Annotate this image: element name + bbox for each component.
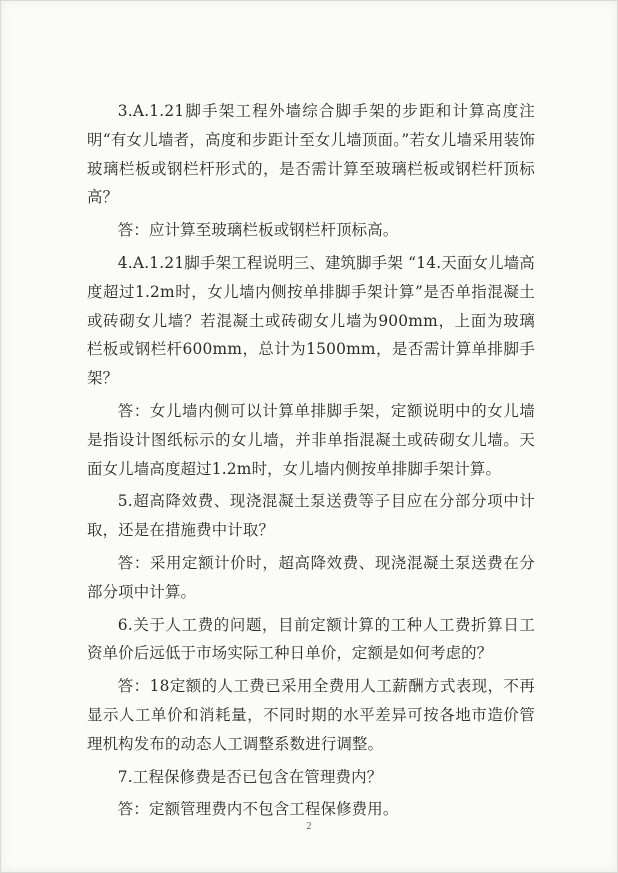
answer-7: 答：定额管理费内不包含工程保修费用。 [117, 800, 399, 819]
answer-4: 答：女儿墙内侧可以计算单排脚手架，定额说明中的女儿墙是指设计图纸标示的女儿墙，并非单指混凝土或砖砌女儿墙。天面女儿墙高度超过1.2m时，女儿墙内侧按单排脚手架计算。 [87, 401, 535, 478]
question-6: 6.关于人工费的问题，目前定额计算的工种人工费折算日工资单价后远低于市场实际工种日单价，定额是如何考虑的？ [87, 615, 535, 663]
answer-6: 答：18定额的人工费已采用全费用人工薪酬方式表现，不再显示人工单价和消耗量，不同时期的水平差异可按各地市造价管理机构发布的动态人工调整系数进行调整。 [87, 677, 535, 753]
document-body [87, 97, 535, 828]
question-4: 4.A.1.21脚手架工程说明三、建筑脚手架 “14.天面女儿墙高度超过1.2m时，女儿墙内侧按单排脚手架计算”是否单指混凝土或砖砌女儿墙？若混凝土或砖砌女儿墙为900mm，上面为玻璃栏板或钢栏杆600mm，总计为1500mm，是否需计算单排脚手架？ [87, 253, 535, 388]
question-7: 7.工程保修费是否已包含在管理费内？ [117, 767, 383, 786]
answer-3: 答：应计算至玻璃栏板或钢栏杆顶标高。 [117, 221, 399, 240]
page-number: 2 [306, 821, 312, 832]
question-3: 3.A.1.21脚手架工程外墙综合脚手架的步距和计算高度注明“有女儿墙者，高度和步距计至女儿墙顶面。”若女儿墙采用装饰玻璃栏板或钢栏杆形式的，是否需计算至玻璃栏板或钢栏杆顶标高？ [87, 102, 535, 207]
answer-5: 答：采用定额计价时，超高降效费、现浇混凝土泵送费在分部分项中计算。 [87, 553, 535, 601]
question-5: 5.超高降效费、现浇混凝土泵送费等子目应在分部分项中计取，还是在措施费中计取？ [87, 492, 535, 540]
